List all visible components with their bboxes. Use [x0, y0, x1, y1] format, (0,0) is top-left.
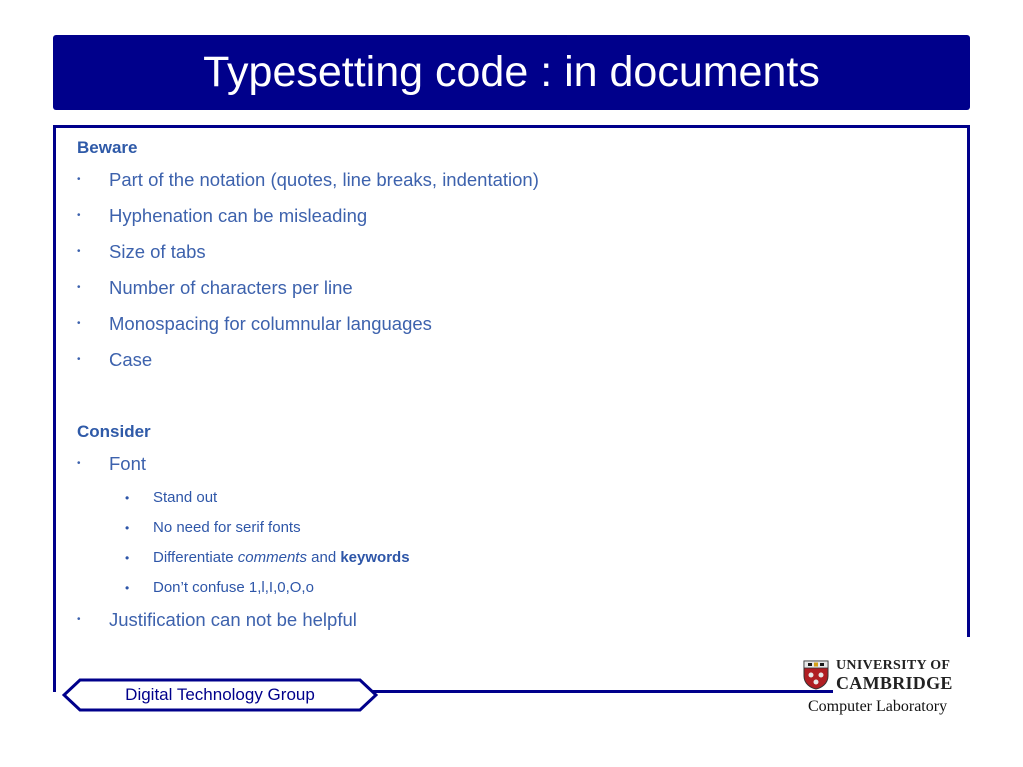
crest-icon: [803, 660, 829, 690]
bullet-icon: •: [77, 354, 81, 365]
sub-item-text: Don’t confuse 1,l,I,0,O,o: [153, 579, 314, 596]
sub-bullet-icon: •: [125, 581, 130, 595]
footer-group-tab: [62, 678, 378, 712]
title-bar: [53, 35, 970, 110]
sub-item-text: No need for serif fonts: [153, 519, 301, 536]
sub-bullet-icon: •: [125, 491, 130, 505]
bullet-icon: •: [77, 210, 81, 221]
frame-bottom-border: [373, 690, 833, 693]
list-item: [77, 348, 937, 384]
list-item-text: Hyphenation can be misleading: [109, 205, 368, 226]
bullet-icon: •: [77, 458, 81, 469]
bullet-icon: •: [77, 282, 81, 293]
frame-right-border: [967, 125, 970, 637]
list-item-text: Size of tabs: [109, 241, 206, 262]
bullet-icon: •: [77, 174, 81, 185]
bullet-icon: •: [77, 614, 81, 625]
list-item-text: Case: [109, 349, 153, 370]
frame-left-border: [53, 125, 56, 692]
slide-title: Typesetting code : in documents: [203, 48, 820, 96]
university-line2: CAMBRIDGE: [836, 673, 953, 693]
list-item-justification: [77, 608, 937, 644]
sub-list-item: [77, 578, 937, 608]
comments-word: comments: [237, 549, 307, 566]
university-line1: UNIVERSITY OF: [836, 658, 951, 673]
list-item-text: Monospacing for columnular languages: [109, 313, 432, 334]
frame-top-border: [53, 125, 970, 128]
sub-list-item: [77, 548, 937, 578]
slide-content: [77, 138, 937, 644]
sub-item-text: Stand out: [153, 489, 218, 506]
list-item: [77, 312, 937, 348]
list-item: [77, 276, 937, 312]
department-name: Computer Laboratory: [808, 698, 948, 715]
list-item-text: Font: [109, 453, 147, 474]
bullet-icon: •: [77, 246, 81, 257]
sub-bullet-icon: •: [125, 551, 130, 565]
and-word: and: [311, 549, 337, 566]
beware-heading: Beware: [77, 138, 138, 157]
sub-bullet-icon: •: [125, 521, 130, 535]
list-item: [77, 204, 937, 240]
list-item-font: [77, 452, 937, 488]
list-item-text: Part of the notation (quotes, line breaks, indentation): [109, 169, 539, 190]
sub-list-item: [77, 518, 937, 548]
list-item: [77, 240, 937, 276]
list-item-text: Justification can not be helpful: [109, 609, 357, 630]
sub-item-text: Differentiate: [153, 549, 234, 566]
section-spacer: [77, 384, 937, 422]
list-item-text: Number of characters per line: [109, 277, 353, 298]
bullet-icon: •: [77, 318, 81, 329]
consider-heading: Consider: [77, 422, 151, 441]
group-name: Digital Technology Group: [125, 685, 315, 704]
university-logo: [803, 658, 978, 723]
list-item: [77, 168, 937, 204]
keywords-word: keywords: [340, 549, 410, 566]
sub-list-item: [77, 488, 937, 518]
